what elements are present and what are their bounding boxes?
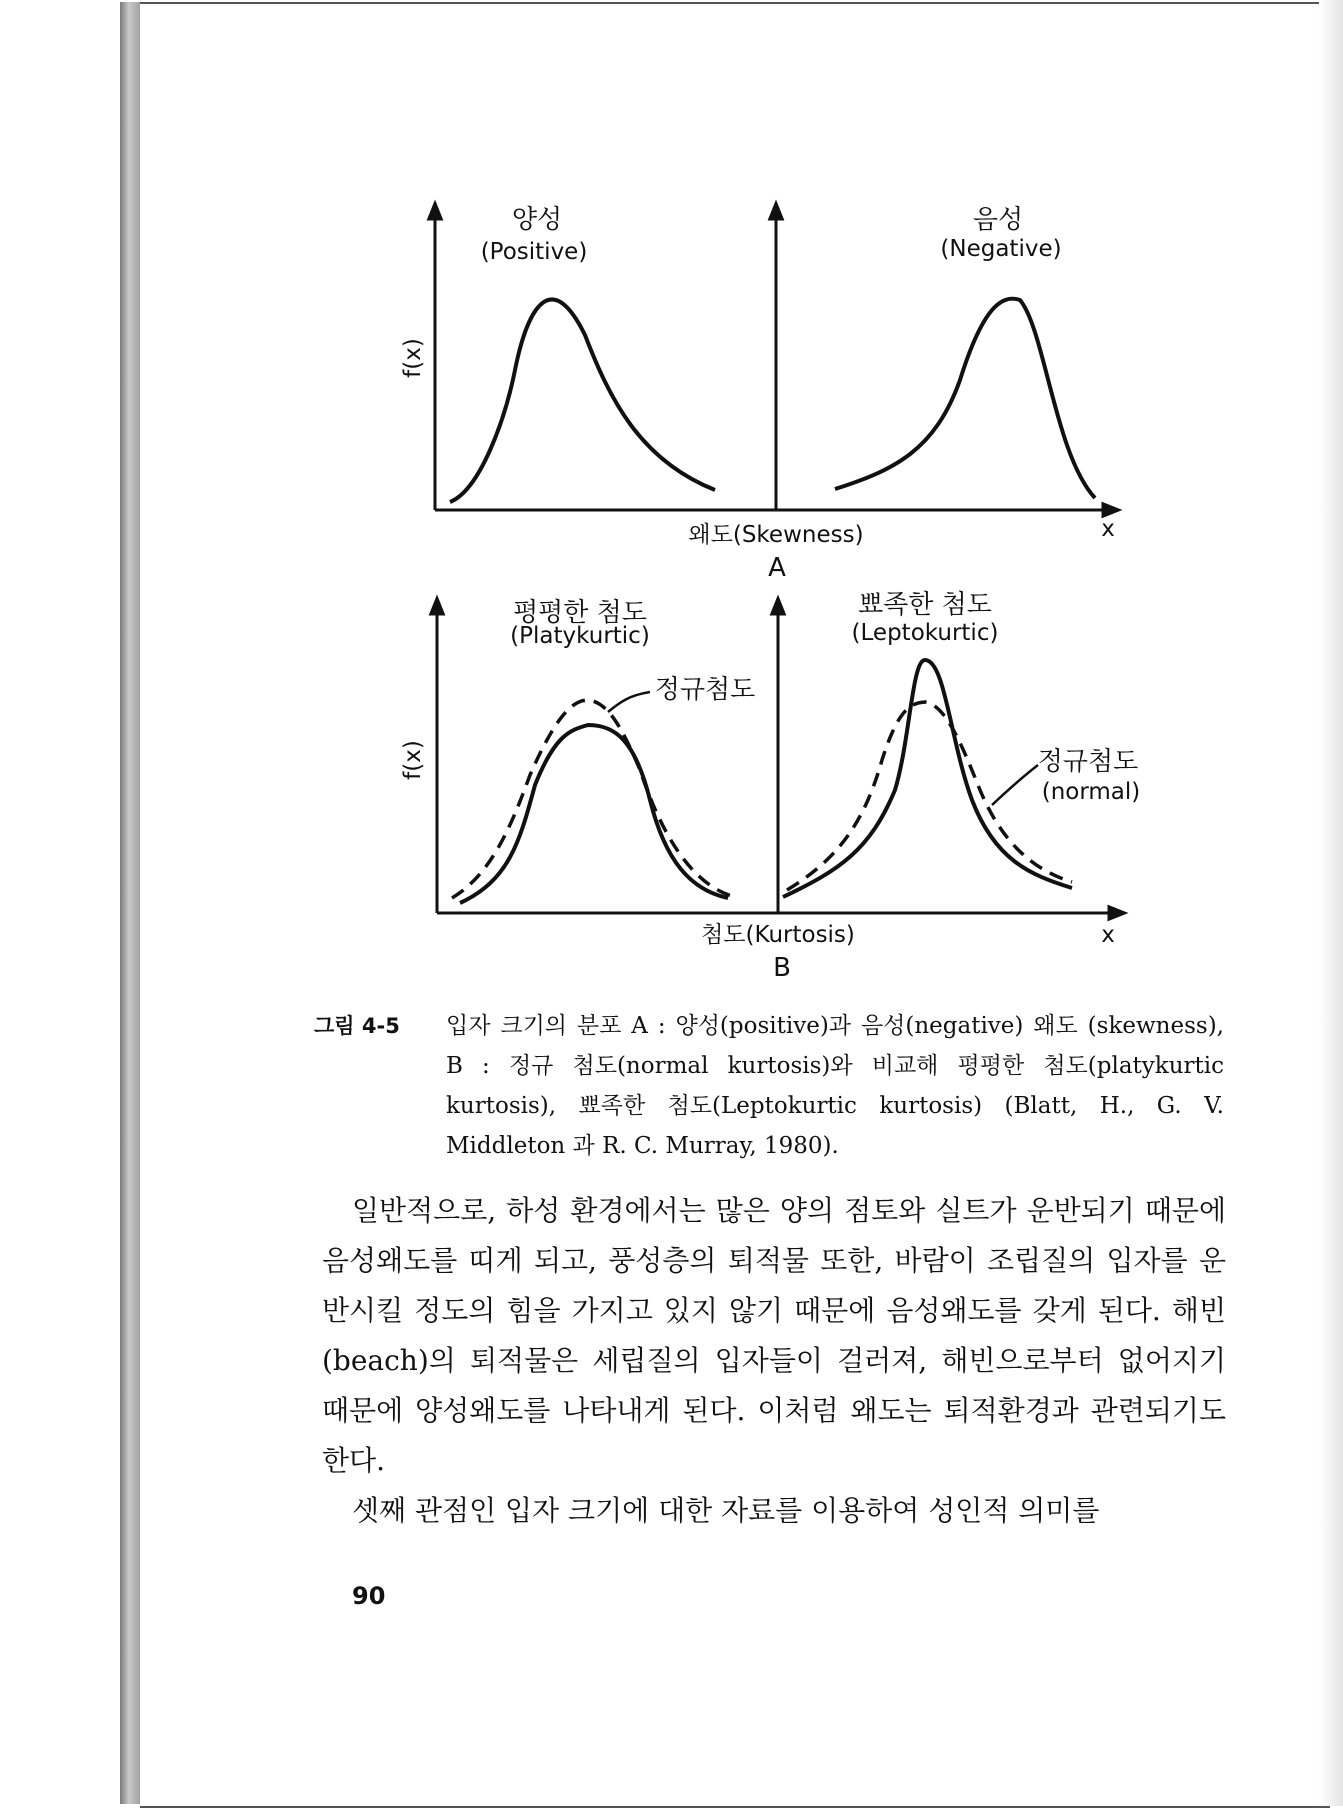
panel-b-kurtosis [400, 590, 1140, 983]
normal-pointer-left [608, 692, 650, 712]
panel-b-left-title-en: (Platykurtic) [510, 623, 650, 649]
panel-b-right-title-kr: 뾰족한 첨도 [858, 590, 992, 620]
panel-b-y-label: f(x) [400, 740, 426, 780]
positive-skew-curve [450, 299, 715, 502]
panel-a-right-title-kr: 음성 [972, 205, 1024, 235]
platykurtic-normal-dashed-curve [452, 700, 735, 898]
panel-b-normal-label-right-kr: 정규첨도 [1037, 747, 1139, 777]
platykurtic-curve [460, 725, 728, 903]
panel-a-x-symbol: x [1101, 516, 1115, 542]
panel-a-x-label: 왜도(Skewness) [688, 522, 864, 548]
body-text [322, 1186, 1226, 1536]
panel-b-normal-label-right-en: (normal) [1041, 779, 1141, 805]
normal-pointer-right [992, 765, 1038, 805]
panel-b-x-label: 첨도(Kurtosis) [701, 922, 855, 948]
panel-a-right-title-en: (Negative) [940, 236, 1062, 262]
caption-label: 그림 4-5 [314, 1014, 400, 1038]
panel-a-left-title-kr: 양성 [511, 205, 563, 235]
panel-b-x-symbol: x [1101, 922, 1115, 948]
panel-a-left-title-en: (Positive) [480, 239, 588, 265]
panel-a-y-label: f(x) [400, 338, 426, 378]
caption-text: 입자 크기의 분포 A : 양성(positive)과 음성(negative) 왜도 (skewness), B : 정규 첨도(normal kurtosis)와 비교해 평평한 첨도(platykurtic kurtosis), 뾰족한 첨도(Leptokurtic kurtosis) (Blatt, H., G. V. Middleton 과 R. C. Murray, 1980). [446, 1013, 1224, 1159]
body-paragraph-2: 셋째 관점인 입자 크기에 대한 자료를 이용하여 성인적 의미를 [352, 1494, 1100, 1527]
panel-b-normal-label-left: 정규첨도 [654, 675, 756, 705]
leptokurtic-normal-dashed-curve [787, 702, 1072, 890]
panel-b-left-title-kr: 평평한 첨도 [513, 598, 647, 628]
panel-a-skewness [400, 205, 1115, 583]
figure-caption [314, 1006, 1224, 1166]
panel-b-letter: B [773, 953, 791, 983]
body-paragraph-1: 일반적으로, 하성 환경에서는 많은 양의 점토와 실트가 운반되기 때문에 음성왜도를 띠게 되고, 풍성층의 퇴적물 또한, 바람이 조립질의 입자를 운반시킬 정도의 힘을 가지고 있지 않기 때문에 음성왜도를 갖게 된다. 해빈(beach)의 퇴적물은 세립질의 입자들이 걸러져, 해빈으로부터 없어지기 때문에 양성왜도를 나타내게 된다. 이처럼 왜도는 퇴적환경과 관련되기도 한다. [322, 1194, 1226, 1477]
negative-skew-curve [835, 299, 1095, 498]
page-number: 90 [352, 1582, 386, 1610]
panel-b-right-title-en: (Leptokurtic) [851, 620, 999, 646]
panel-a-letter: A [768, 553, 786, 583]
